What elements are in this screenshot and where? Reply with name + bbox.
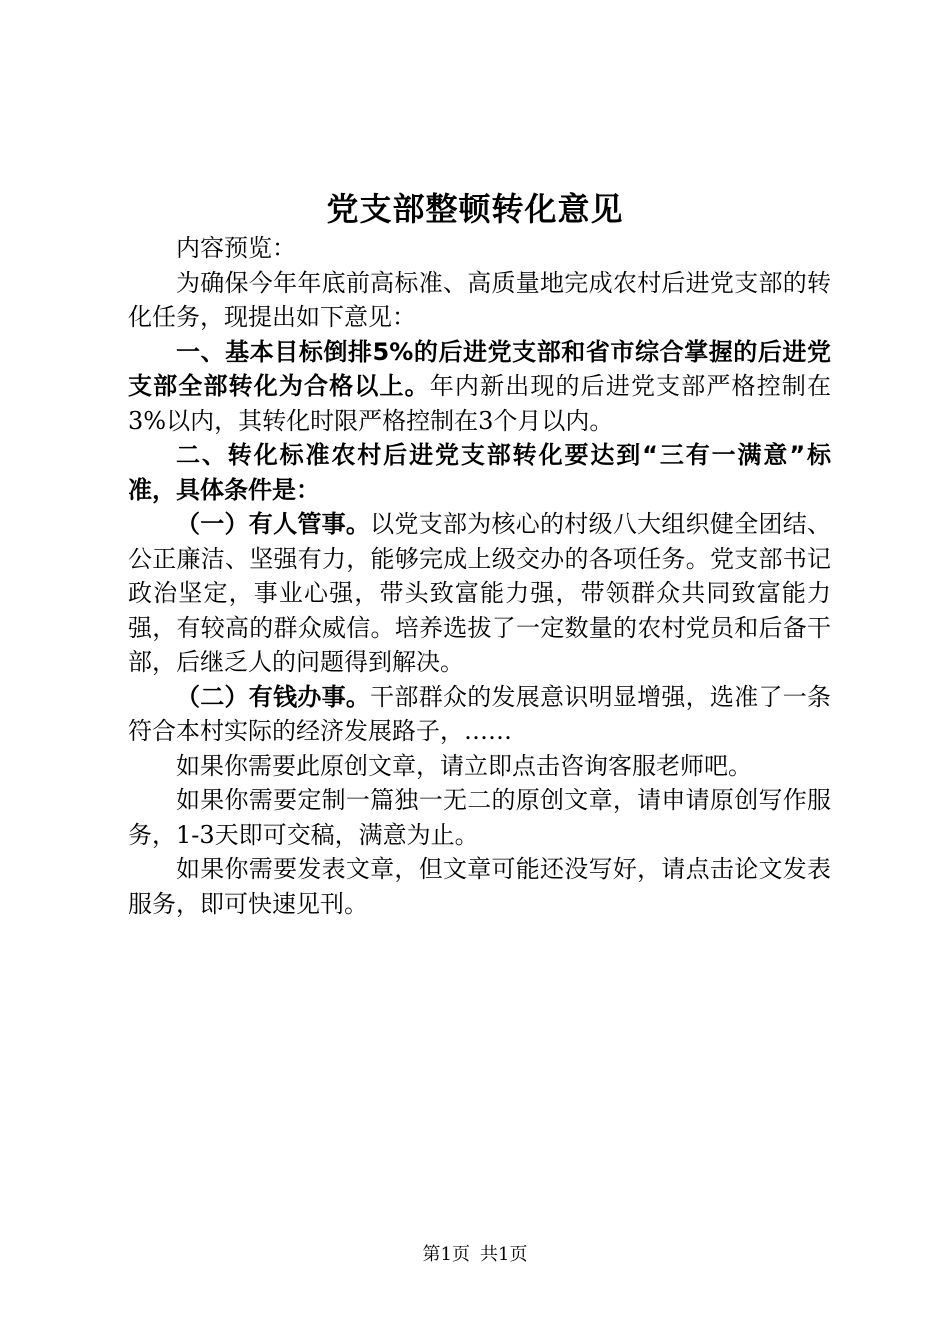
item-2-paragraph xyxy=(128,680,831,749)
section-1-heading: 一、基本目标倒排5%的后进党支部和省市综合掌握的后进党支部全部转化为合格以上。 xyxy=(128,337,831,400)
page-footer xyxy=(0,1243,950,1267)
preview-label: 内容预览： xyxy=(176,234,296,262)
item-1-paragraph xyxy=(128,507,831,680)
section-1-text: 年内新出现的后进党支部严格控制在3%以内，其转化时限严格控制在3个月以内。 xyxy=(128,372,832,435)
section-2-heading: 二、转化标准农村后进党支部转化要达到“三有一满意”标准，具体条件是： xyxy=(128,441,831,504)
item-2-text: 干部群众的发展意识明显增强，选准了一条符合本村实际的经济发展路子，…… xyxy=(128,682,832,745)
note-paragraph-1: 如果你需要此原创文章，请立即点击咨询客服老师吧。 xyxy=(176,751,752,780)
item-2-heading: （二）有钱办事。 xyxy=(176,682,371,711)
item-1-heading: （一）有人管事。 xyxy=(176,510,371,538)
item-1-text: 以党支部为核心的村级八大组织健全团结、公正廉洁、坚强有力，能够完成上级交办的各项任务。党支部书记政治坚定，事业心强，带头致富能力强，带领群众共同致富能力强，有较高的群众威信。培养选拔了一定数量的农村党员和后备干部，后继乏人的问题得到解决。 xyxy=(128,510,832,676)
section-2-paragraph xyxy=(128,438,831,507)
intro-paragraph: 为确保今年年底前高标准、高质量地完成农村后进党支部的转化任务，现提出如下意见： xyxy=(128,268,831,331)
note-paragraph-3: 如果你需要发表文章，但文章可能还没写好，请点击论文发表服务，即可快速见刊。 xyxy=(128,855,831,918)
page-number-total: 共1页 xyxy=(480,1244,528,1265)
note-paragraph-2: 如果你需要定制一篇独一无二的原创文章，请申请原创写作服务，1-3天即可交稿，满意为止。 xyxy=(128,786,831,849)
document-body xyxy=(128,231,831,921)
document-title: 党支部整顿转化意见 xyxy=(326,190,624,228)
page-number-current: 第1页 xyxy=(422,1244,470,1265)
section-1-paragraph xyxy=(128,335,831,439)
